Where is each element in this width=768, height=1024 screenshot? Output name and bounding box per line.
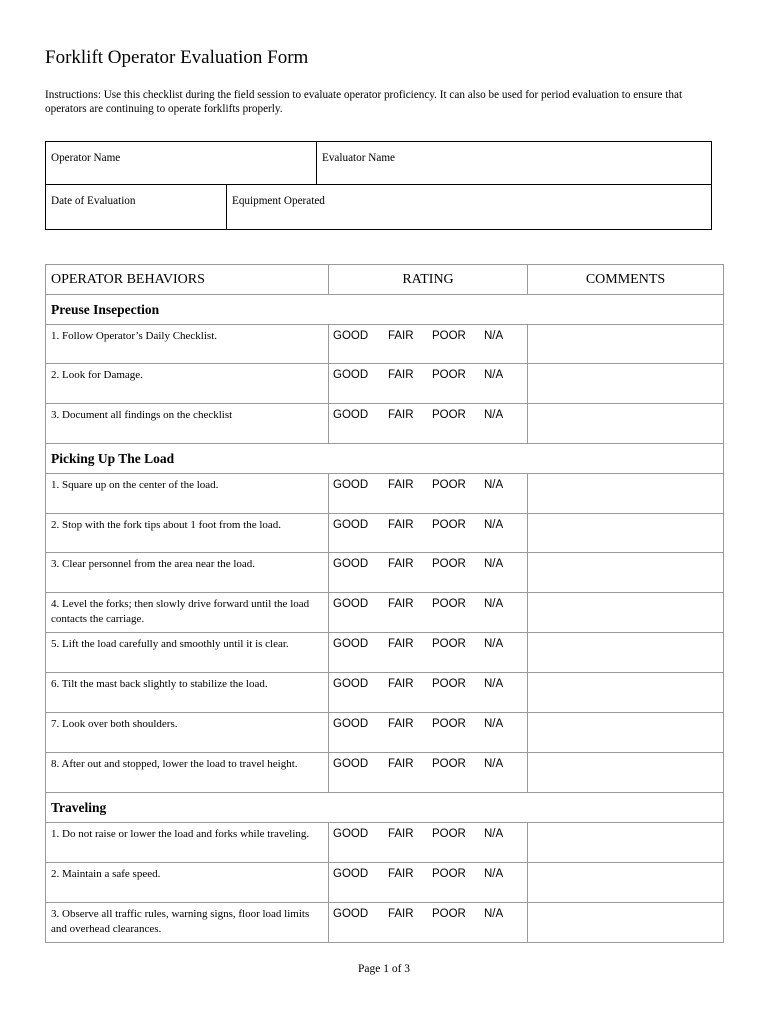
- behavior-text: 1. Square up on the center of the load.: [51, 479, 219, 491]
- rating-option-na[interactable]: N/A: [484, 519, 504, 531]
- page-number: Page 1 of 3: [357, 963, 411, 975]
- table-row: [46, 404, 724, 444]
- table-row: [46, 364, 724, 404]
- rating-cell: [329, 364, 528, 404]
- rating-cell: [329, 823, 528, 863]
- comments-cell[interactable]: [528, 553, 724, 593]
- behavior-text: 2. Maintain a safe speed.: [51, 868, 161, 880]
- rating-option-good[interactable]: GOOD: [333, 369, 369, 381]
- rating-option-good[interactable]: GOOD: [333, 758, 369, 770]
- rating-option-poor[interactable]: POOR: [432, 330, 466, 342]
- comments-cell[interactable]: [528, 633, 724, 673]
- instructions-text: Instructions: Use this checklist during the field session to evaluate operator proficiency. It can also be used for period evaluation to ensure that operators are continuing to operate forklifts properly.: [45, 89, 683, 115]
- behavior-cell: [46, 553, 329, 593]
- rating-option-fair[interactable]: FAIR: [388, 758, 414, 770]
- rating-option-fair[interactable]: FAIR: [388, 908, 414, 920]
- rating-option-good[interactable]: GOOD: [333, 558, 369, 570]
- behavior-text: 1. Do not raise or lower the load and forks while traveling.: [51, 828, 310, 840]
- rating-option-poor[interactable]: POOR: [432, 678, 466, 690]
- comments-cell[interactable]: [528, 325, 724, 364]
- table-row: [46, 713, 724, 753]
- rating-cell: [329, 903, 528, 943]
- rating-option-poor[interactable]: POOR: [432, 369, 466, 381]
- header-operator-behaviors: OPERATOR BEHAVIORS: [46, 265, 329, 295]
- comments-cell[interactable]: [528, 404, 724, 444]
- behavior-text: 6. Tilt the mast back slightly to stabilize the load.: [51, 678, 268, 690]
- rating-option-fair[interactable]: FAIR: [388, 718, 414, 730]
- comments-cell[interactable]: [528, 593, 724, 633]
- rating-option-fair[interactable]: FAIR: [388, 828, 414, 840]
- form-title: Forklift Operator Evaluation Form: [45, 47, 309, 68]
- behavior-cell: [46, 713, 329, 753]
- rating-option-good[interactable]: GOOD: [333, 409, 369, 421]
- comments-cell[interactable]: [528, 863, 724, 903]
- table-row: [46, 753, 724, 793]
- table-row: [46, 673, 724, 713]
- rating-option-poor[interactable]: POOR: [432, 558, 466, 570]
- behavior-cell: [46, 404, 329, 444]
- rating-option-fair[interactable]: FAIR: [388, 638, 414, 650]
- behavior-cell: [46, 514, 329, 553]
- table-header-row: [46, 265, 724, 295]
- behavior-cell: [46, 673, 329, 713]
- rating-option-good[interactable]: GOOD: [333, 638, 369, 650]
- behavior-cell: [46, 753, 329, 793]
- rating-option-fair[interactable]: FAIR: [388, 409, 414, 421]
- rating-option-na[interactable]: N/A: [484, 479, 504, 491]
- rating-cell: [329, 553, 528, 593]
- rating-cell: [329, 753, 528, 793]
- rating-option-na[interactable]: N/A: [484, 758, 504, 770]
- rating-option-good[interactable]: GOOD: [333, 828, 369, 840]
- table-row: [46, 553, 724, 593]
- rating-option-na[interactable]: N/A: [484, 598, 504, 610]
- info-col-divider-bottom: [226, 184, 227, 229]
- rating-option-good[interactable]: GOOD: [333, 519, 369, 531]
- rating-option-poor[interactable]: POOR: [432, 758, 466, 770]
- behavior-cell: [46, 364, 329, 404]
- rating-option-fair[interactable]: FAIR: [388, 519, 414, 531]
- rating-option-good[interactable]: GOOD: [333, 678, 369, 690]
- behavior-text: 2. Stop with the fork tips about 1 foot from the load.: [51, 519, 282, 531]
- section-row: [46, 295, 724, 325]
- behavior-cell: [46, 863, 329, 903]
- behavior-cell: [46, 823, 329, 863]
- rating-option-poor[interactable]: POOR: [432, 868, 466, 880]
- table-row: [46, 514, 724, 553]
- table-row: [46, 863, 724, 903]
- header-rating: RATING: [329, 265, 528, 295]
- comments-cell[interactable]: [528, 364, 724, 404]
- evaluation-table: [45, 264, 724, 943]
- section-row: [46, 444, 724, 474]
- rating-option-fair[interactable]: FAIR: [388, 558, 414, 570]
- rating-option-poor[interactable]: POOR: [432, 409, 466, 421]
- rating-option-good[interactable]: GOOD: [333, 718, 369, 730]
- comments-cell[interactable]: [528, 823, 724, 863]
- comments-cell[interactable]: [528, 514, 724, 553]
- comments-cell[interactable]: [528, 713, 724, 753]
- comments-cell[interactable]: [528, 474, 724, 514]
- table-row: [46, 474, 724, 514]
- section-title: Traveling: [46, 793, 724, 823]
- operator-name-label: Operator Name: [51, 152, 121, 164]
- rating-option-fair[interactable]: FAIR: [388, 369, 414, 381]
- rating-option-fair[interactable]: FAIR: [388, 868, 414, 880]
- section-title: Preuse Insepection: [46, 295, 724, 325]
- comments-cell[interactable]: [528, 903, 724, 943]
- rating-option-na[interactable]: N/A: [484, 828, 504, 840]
- behavior-text: 3. Clear personnel from the area near the load.: [51, 558, 256, 570]
- table-row: [46, 823, 724, 863]
- rating-option-fair[interactable]: FAIR: [388, 598, 414, 610]
- rating-option-good[interactable]: GOOD: [333, 868, 369, 880]
- date-of-evaluation-label: Date of Evaluation: [51, 195, 136, 207]
- behavior-cell: [46, 903, 329, 943]
- table-row: [46, 325, 724, 364]
- rating-option-poor[interactable]: POOR: [432, 519, 466, 531]
- rating-option-poor[interactable]: POOR: [432, 598, 466, 610]
- rating-option-poor[interactable]: POOR: [432, 908, 466, 920]
- rating-option-na[interactable]: N/A: [484, 718, 504, 730]
- rating-option-na[interactable]: N/A: [484, 868, 504, 880]
- behavior-text: 3. Observe all traffic rules, warning signs, floor load limits and overhead clearances.: [51, 908, 310, 935]
- rating-cell: [329, 474, 528, 514]
- evaluator-name-label: Evaluator Name: [322, 152, 395, 164]
- rating-option-good[interactable]: GOOD: [333, 330, 369, 342]
- header-comments: COMMENTS: [528, 265, 724, 295]
- rating-option-good[interactable]: GOOD: [333, 598, 369, 610]
- behavior-text: 7. Look over both shoulders.: [51, 718, 178, 730]
- table-row: [46, 633, 724, 673]
- rating-option-fair[interactable]: FAIR: [388, 678, 414, 690]
- rating-option-na[interactable]: N/A: [484, 638, 504, 650]
- info-row-divider: [46, 184, 711, 185]
- behavior-cell: [46, 593, 329, 633]
- behavior-cell: [46, 474, 329, 514]
- rating-option-na[interactable]: N/A: [484, 678, 504, 690]
- rating-cell: [329, 673, 528, 713]
- comments-cell[interactable]: [528, 673, 724, 713]
- info-box: [45, 141, 712, 230]
- behavior-text: 5. Lift the load carefully and smoothly until it is clear.: [51, 638, 289, 650]
- rating-option-good[interactable]: GOOD: [333, 479, 369, 491]
- behavior-text: 2. Look for Damage.: [51, 369, 143, 381]
- rating-option-good[interactable]: GOOD: [333, 908, 369, 920]
- rating-option-na[interactable]: N/A: [484, 330, 504, 342]
- rating-option-na[interactable]: N/A: [484, 908, 504, 920]
- rating-cell: [329, 514, 528, 553]
- info-col-divider-top: [316, 142, 317, 184]
- behavior-cell: [46, 325, 329, 364]
- equipment-operated-label: Equipment Operated: [232, 195, 325, 207]
- rating-cell: [329, 713, 528, 753]
- rating-option-na[interactable]: N/A: [484, 369, 504, 381]
- rating-option-poor[interactable]: POOR: [432, 479, 466, 491]
- rating-cell: [329, 404, 528, 444]
- section-row: [46, 793, 724, 823]
- behavior-text: 3. Document all findings on the checklist: [51, 409, 233, 421]
- rating-option-poor[interactable]: POOR: [432, 828, 466, 840]
- rating-option-poor[interactable]: POOR: [432, 718, 466, 730]
- rating-option-na[interactable]: N/A: [484, 558, 504, 570]
- section-title: Picking Up The Load: [46, 444, 724, 474]
- behavior-text: 4. Level the forks; then slowly drive forward until the load contacts the carriage.: [51, 598, 310, 625]
- rating-cell: [329, 863, 528, 903]
- rating-cell: [329, 325, 528, 364]
- rating-option-na[interactable]: N/A: [484, 409, 504, 421]
- table-row: [46, 593, 724, 633]
- behavior-text: 1. Follow Operator’s Daily Checklist.: [51, 330, 217, 342]
- rating-cell: [329, 593, 528, 633]
- rating-cell: [329, 633, 528, 673]
- rating-option-fair[interactable]: FAIR: [388, 330, 414, 342]
- behavior-cell: [46, 633, 329, 673]
- rating-option-fair[interactable]: FAIR: [388, 479, 414, 491]
- comments-cell[interactable]: [528, 753, 724, 793]
- rating-option-poor[interactable]: POOR: [432, 638, 466, 650]
- table-row: [46, 903, 724, 943]
- behavior-text: 8. After out and stopped, lower the load to travel height.: [51, 758, 298, 770]
